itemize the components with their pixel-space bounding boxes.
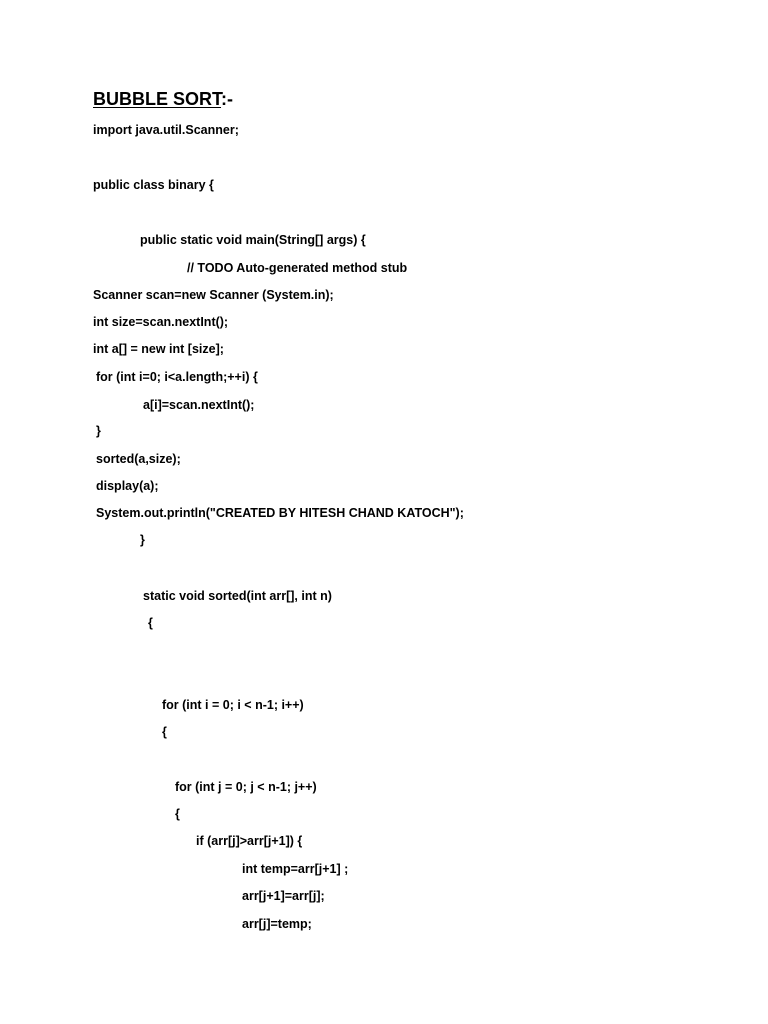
- code-line-todo-comment: // TODO Auto-generated method stub: [187, 261, 408, 275]
- code-line-if-compare: if (arr[j]>arr[j+1]) {: [196, 834, 303, 848]
- code-line-scanner: Scanner scan=new Scanner (System.in);: [93, 288, 334, 302]
- code-line-sorted-decl: static void sorted(int arr[], int n): [143, 589, 332, 603]
- code-line-main-close: }: [140, 533, 145, 547]
- code-line-swap-first: arr[j+1]=arr[j];: [242, 889, 325, 903]
- code-line-println: System.out.println("CREATED BY HITESH CHAND KATOCH");: [96, 506, 464, 520]
- code-line-sorted-call: sorted(a,size);: [96, 452, 181, 466]
- code-line-outer-open: {: [162, 725, 167, 739]
- code-line-class-decl: public class binary {: [93, 178, 214, 192]
- code-line-inner-loop: for (int j = 0; j < n-1; j++): [175, 780, 317, 794]
- heading-title: BUBBLE SORT: [93, 89, 222, 109]
- code-line-outer-loop: for (int i = 0; i < n-1; i++): [162, 698, 304, 712]
- code-line-loop-close: }: [96, 424, 101, 438]
- code-line-size: int size=scan.nextInt();: [93, 315, 229, 329]
- code-line-swap-second: arr[j]=temp;: [242, 917, 312, 931]
- code-line-read-element: a[i]=scan.nextInt();: [143, 398, 255, 412]
- code-line-main-decl: public static void main(String[] args) {: [140, 233, 366, 247]
- code-line-array: int a[] = new int [size];: [93, 342, 224, 356]
- code-line-input-loop: for (int i=0; i<a.length;++i) {: [96, 370, 258, 384]
- code-line-inner-open: {: [175, 807, 180, 821]
- page-heading: [93, 88, 233, 110]
- code-line-display-call: display(a);: [96, 479, 159, 493]
- heading-suffix: :-: [221, 89, 234, 109]
- code-line-temp-assign: int temp=arr[j+1] ;: [242, 862, 349, 876]
- code-line-import: import java.util.Scanner;: [93, 123, 239, 137]
- code-line-sorted-open: {: [148, 616, 153, 630]
